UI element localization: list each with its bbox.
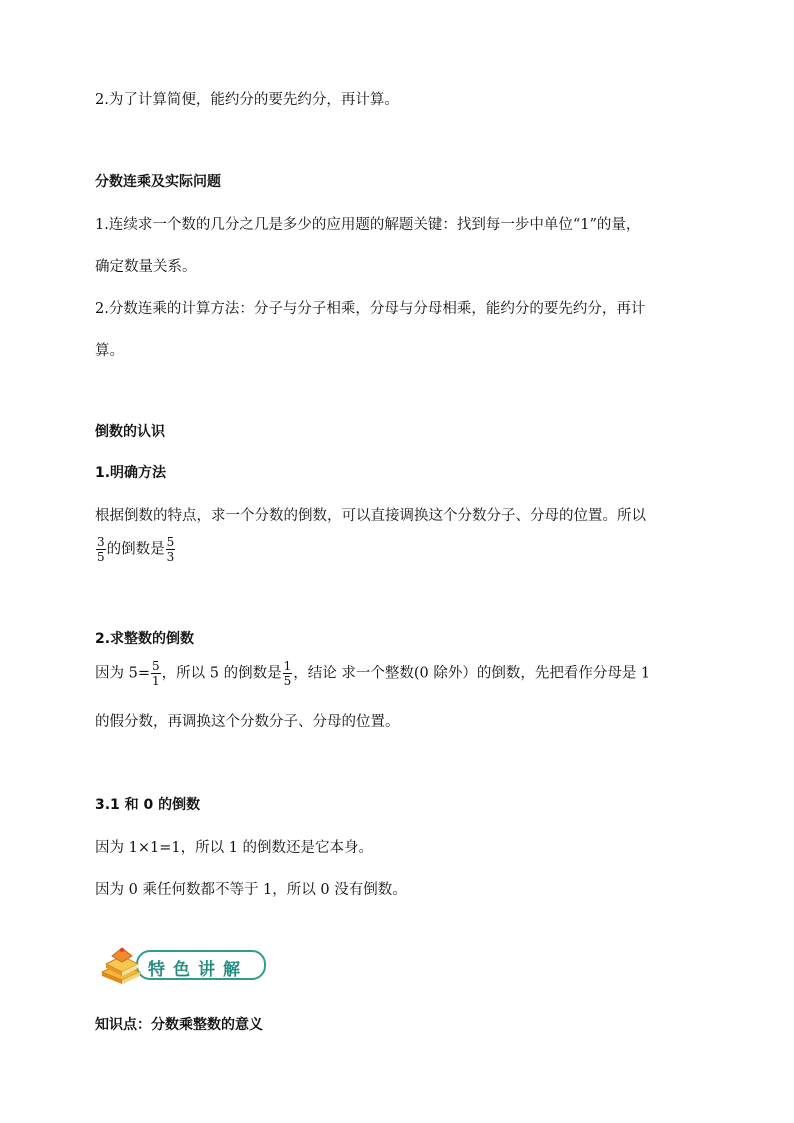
fraction: $\frac{5}{3}$ [166, 535, 175, 564]
inline-text: 的倒数是 [106, 541, 165, 558]
banner-pill [136, 950, 266, 980]
paragraph: 确定数量关系。 [95, 259, 197, 275]
sub-heading: 3.1 和 0 的倒数 [95, 797, 201, 813]
inline-text: 因为 5= [95, 665, 150, 682]
sub-heading: 1.明确方法 [95, 465, 167, 481]
inline-text: ，结论 求一个整数(0 除外）的倒数，先把看作分母是 1 [293, 665, 651, 682]
fraction-line [95, 660, 650, 687]
paragraph: 2.为了计算简便，能约分的要先约分，再计算。 [95, 92, 399, 108]
fraction-line [95, 536, 176, 563]
paragraph: 1.连续求一个数的几分之几是多少的应用题的解题关键：找到每一步中单位“1”的量， [95, 217, 641, 233]
paragraph: 因为 1×1=1，所以 1 的倒数还是它本身。 [95, 840, 374, 856]
section-heading: 倒数的认识 [95, 424, 165, 440]
books-icon [98, 944, 144, 984]
paragraph: 因为 0 乘任何数都不等于 1，所以 0 没有倒数。 [95, 882, 407, 898]
paragraph: 算。 [95, 343, 124, 359]
inline-text: ，所以 5 的倒数是 [161, 665, 282, 682]
section-heading: 知识点：分数乘整数的意义 [95, 1017, 263, 1033]
sub-heading: 2.求整数的倒数 [95, 631, 195, 647]
feature-banner [98, 944, 268, 984]
fraction: $\frac{1}{5}$ [283, 659, 292, 688]
fraction: $\frac{5}{1}$ [151, 659, 160, 688]
section-heading: 分数连乘及实际问题 [95, 174, 221, 190]
paragraph: 2.分数连乘的计算方法：分子与分子相乘，分母与分母相乘，能约分的要先约分，再计 [95, 301, 646, 317]
paragraph: 的假分数，再调换这个分数分子、分母的位置。 [95, 714, 400, 730]
banner-label: 特色讲解 [148, 960, 248, 980]
fraction: $\frac{3}{5}$ [97, 535, 105, 564]
paragraph: 根据倒数的特点，求一个分数的倒数，可以直接调换这个分数分子、分母的位置。所以 [95, 508, 646, 524]
